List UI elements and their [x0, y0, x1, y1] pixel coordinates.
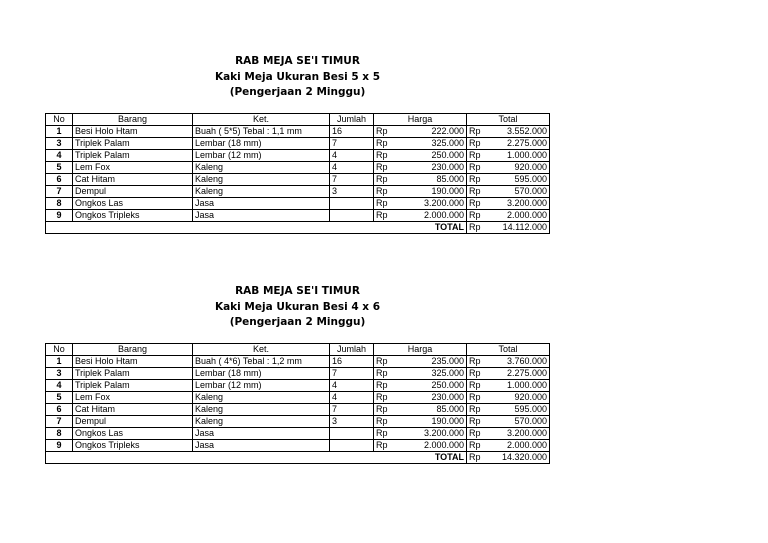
row-jumlah: 4	[330, 161, 374, 173]
table-row	[46, 403, 550, 415]
row-total-currency: Rp	[467, 125, 487, 137]
row-barang: Besi Holo Htam	[73, 355, 193, 367]
header-ket: Ket.	[193, 343, 330, 355]
row-total-currency: Rp	[467, 391, 487, 403]
row-barang: Ongkos Tripleks	[73, 439, 193, 451]
row-harga-currency: Rp	[374, 185, 391, 197]
row-total: 595.000	[487, 403, 550, 415]
row-ket: Jasa	[193, 439, 330, 451]
header-jumlah: Jumlah	[330, 113, 374, 125]
row-total: 920.000	[487, 391, 550, 403]
table-row	[46, 161, 550, 173]
rab-table	[45, 343, 550, 464]
row-jumlah: 7	[330, 403, 374, 415]
grand-total-currency: Rp	[467, 451, 487, 463]
header-no: No	[46, 113, 73, 125]
row-no: 7	[46, 185, 73, 197]
row-ket: Buah ( 4*6) Tebal : 1,2 mm	[193, 355, 330, 367]
row-harga-currency: Rp	[374, 125, 391, 137]
row-harga-currency: Rp	[374, 403, 391, 415]
row-harga-currency: Rp	[374, 355, 391, 367]
total-label: TOTAL	[374, 221, 467, 233]
row-harga-currency: Rp	[374, 415, 391, 427]
row-ket: Kaleng	[193, 161, 330, 173]
table-row	[46, 209, 550, 221]
rab-section-2	[45, 284, 550, 464]
rab-table	[45, 113, 550, 234]
doc-duration: (Pengerjaan 2 Minggu)	[229, 86, 366, 98]
row-no: 4	[46, 149, 73, 161]
total-row-spacer	[46, 221, 374, 233]
row-harga: 190.000	[391, 185, 467, 197]
row-ket: Kaleng	[193, 185, 330, 197]
row-no: 8	[46, 197, 73, 209]
row-harga: 222.000	[391, 125, 467, 137]
row-harga: 235.000	[391, 355, 467, 367]
table-row	[46, 415, 550, 427]
total-row	[46, 451, 550, 463]
row-barang: Ongkos Las	[73, 427, 193, 439]
total-label: TOTAL	[374, 451, 467, 463]
table-header-row	[46, 113, 550, 125]
doc-subtitle: Kaki Meja Ukuran Besi 4 x 6	[214, 300, 381, 313]
row-total: 3.552.000	[487, 125, 550, 137]
row-total-currency: Rp	[467, 149, 487, 161]
row-total: 3.200.000	[487, 427, 550, 439]
table-row	[46, 439, 550, 451]
row-barang: Ongkos Tripleks	[73, 209, 193, 221]
row-harga: 250.000	[391, 379, 467, 391]
table-body	[46, 355, 550, 463]
row-no: 9	[46, 209, 73, 221]
rab-section-1	[45, 54, 550, 234]
row-jumlah: 16	[330, 355, 374, 367]
row-harga-currency: Rp	[374, 137, 391, 149]
doc-title: RAB MEJA SE'I TIMUR	[235, 55, 360, 67]
row-no: 6	[46, 173, 73, 185]
row-harga-currency: Rp	[374, 161, 391, 173]
table-row	[46, 379, 550, 391]
row-total-currency: Rp	[467, 367, 487, 379]
row-jumlah: 7	[330, 173, 374, 185]
row-jumlah: 3	[330, 415, 374, 427]
section-title-block	[45, 54, 550, 101]
row-no: 8	[46, 427, 73, 439]
row-ket: Buah ( 5*5) Tebal : 1,1 mm	[193, 125, 330, 137]
row-harga-currency: Rp	[374, 209, 391, 221]
row-harga-currency: Rp	[374, 367, 391, 379]
header-jumlah: Jumlah	[330, 343, 374, 355]
doc-subtitle: Kaki Meja Ukuran Besi 5 x 5	[214, 70, 381, 83]
row-barang: Cat Hitam	[73, 173, 193, 185]
table-row	[46, 367, 550, 379]
row-harga-currency: Rp	[374, 391, 391, 403]
row-total-currency: Rp	[467, 173, 487, 185]
row-ket: Kaleng	[193, 391, 330, 403]
grand-total-value: 14.112.000	[487, 221, 550, 233]
row-ket: Kaleng	[193, 403, 330, 415]
row-ket: Jasa	[193, 197, 330, 209]
row-harga: 85.000	[391, 173, 467, 185]
row-jumlah	[330, 427, 374, 439]
row-no: 7	[46, 415, 73, 427]
row-jumlah: 7	[330, 137, 374, 149]
row-total: 3.200.000	[487, 197, 550, 209]
row-jumlah: 4	[330, 391, 374, 403]
row-jumlah: 4	[330, 149, 374, 161]
table-header-row	[46, 343, 550, 355]
row-barang: Triplek Palam	[73, 149, 193, 161]
row-no: 5	[46, 161, 73, 173]
table-row	[46, 149, 550, 161]
header-harga: Harga	[374, 113, 467, 125]
row-total-currency: Rp	[467, 355, 487, 367]
row-harga-currency: Rp	[374, 197, 391, 209]
row-no: 1	[46, 125, 73, 137]
row-harga: 230.000	[391, 391, 467, 403]
row-total-currency: Rp	[467, 415, 487, 427]
row-no: 4	[46, 379, 73, 391]
table-row	[46, 125, 550, 137]
row-barang: Dempul	[73, 415, 193, 427]
row-harga: 325.000	[391, 367, 467, 379]
row-harga: 2.000.000	[391, 439, 467, 451]
header-barang: Barang	[73, 343, 193, 355]
row-total: 1.000.000	[487, 149, 550, 161]
table-row	[46, 391, 550, 403]
row-total-currency: Rp	[467, 379, 487, 391]
row-no: 1	[46, 355, 73, 367]
doc-duration: (Pengerjaan 2 Minggu)	[229, 316, 366, 328]
row-no: 3	[46, 367, 73, 379]
row-ket: Lembar (12 mm)	[193, 149, 330, 161]
total-row-spacer	[46, 451, 374, 463]
row-barang: Lem Fox	[73, 391, 193, 403]
row-total: 595.000	[487, 173, 550, 185]
row-jumlah: 16	[330, 125, 374, 137]
row-jumlah	[330, 197, 374, 209]
row-harga-currency: Rp	[374, 439, 391, 451]
doc-title: RAB MEJA SE'I TIMUR	[235, 285, 360, 297]
row-barang: Lem Fox	[73, 161, 193, 173]
table-row	[46, 173, 550, 185]
row-barang: Dempul	[73, 185, 193, 197]
row-ket: Jasa	[193, 427, 330, 439]
row-total: 1.000.000	[487, 379, 550, 391]
row-barang: Triplek Palam	[73, 379, 193, 391]
row-harga: 3.200.000	[391, 197, 467, 209]
row-total: 2.000.000	[487, 209, 550, 221]
row-no: 9	[46, 439, 73, 451]
header-no: No	[46, 343, 73, 355]
header-ket: Ket.	[193, 113, 330, 125]
header-total: Total	[467, 343, 550, 355]
grand-total-value: 14.320.000	[487, 451, 550, 463]
row-harga: 3.200.000	[391, 427, 467, 439]
header-barang: Barang	[73, 113, 193, 125]
row-total: 2.275.000	[487, 137, 550, 149]
row-total-currency: Rp	[467, 185, 487, 197]
row-jumlah: 7	[330, 367, 374, 379]
row-barang: Triplek Palam	[73, 137, 193, 149]
table-body	[46, 125, 550, 233]
row-harga: 325.000	[391, 137, 467, 149]
table-row	[46, 137, 550, 149]
row-harga-currency: Rp	[374, 427, 391, 439]
header-total: Total	[467, 113, 550, 125]
row-total-currency: Rp	[467, 439, 487, 451]
row-harga: 250.000	[391, 149, 467, 161]
row-ket: Lembar (18 mm)	[193, 367, 330, 379]
row-no: 5	[46, 391, 73, 403]
row-jumlah: 3	[330, 185, 374, 197]
row-total-currency: Rp	[467, 403, 487, 415]
row-total-currency: Rp	[467, 197, 487, 209]
row-ket: Kaleng	[193, 173, 330, 185]
row-no: 3	[46, 137, 73, 149]
row-total: 3.760.000	[487, 355, 550, 367]
table-row	[46, 427, 550, 439]
total-row	[46, 221, 550, 233]
row-barang: Besi Holo Htam	[73, 125, 193, 137]
row-ket: Jasa	[193, 209, 330, 221]
row-harga: 2.000.000	[391, 209, 467, 221]
table-row	[46, 197, 550, 209]
row-barang: Cat Hitam	[73, 403, 193, 415]
row-ket: Lembar (18 mm)	[193, 137, 330, 149]
section-title-block	[45, 284, 550, 331]
row-total: 920.000	[487, 161, 550, 173]
table-row	[46, 185, 550, 197]
row-total-currency: Rp	[467, 209, 487, 221]
row-harga-currency: Rp	[374, 173, 391, 185]
row-total-currency: Rp	[467, 161, 487, 173]
row-barang: Triplek Palam	[73, 367, 193, 379]
row-harga-currency: Rp	[374, 149, 391, 161]
row-total: 2.275.000	[487, 367, 550, 379]
row-jumlah	[330, 209, 374, 221]
row-jumlah: 4	[330, 379, 374, 391]
row-ket: Kaleng	[193, 415, 330, 427]
row-total-currency: Rp	[467, 137, 487, 149]
header-harga: Harga	[374, 343, 467, 355]
row-total-currency: Rp	[467, 427, 487, 439]
row-harga: 230.000	[391, 161, 467, 173]
row-total: 570.000	[487, 185, 550, 197]
row-barang: Ongkos Las	[73, 197, 193, 209]
row-total: 570.000	[487, 415, 550, 427]
row-no: 6	[46, 403, 73, 415]
row-harga: 85.000	[391, 403, 467, 415]
row-total: 2.000.000	[487, 439, 550, 451]
table-row	[46, 355, 550, 367]
row-harga-currency: Rp	[374, 379, 391, 391]
row-harga: 190.000	[391, 415, 467, 427]
row-ket: Lembar (12 mm)	[193, 379, 330, 391]
grand-total-currency: Rp	[467, 221, 487, 233]
row-jumlah	[330, 439, 374, 451]
